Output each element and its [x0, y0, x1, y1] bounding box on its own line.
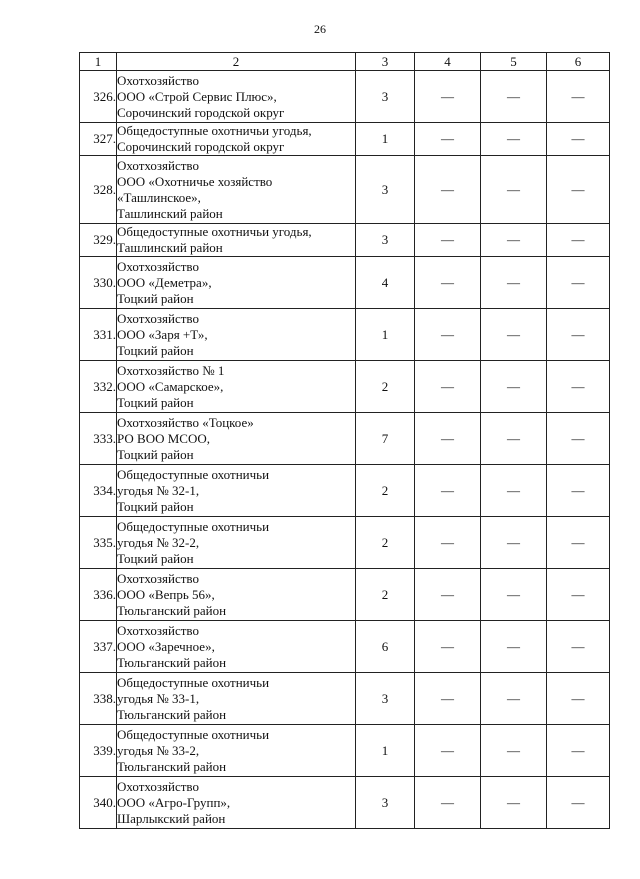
description-line: Шарлыкский район [117, 810, 226, 826]
column-5-value: — [481, 123, 547, 156]
description-line: угодья № 33-2, [117, 742, 200, 758]
row-number: 338. [80, 673, 117, 725]
description-line: угодья № 32-2, [117, 534, 200, 550]
column-4-value: — [415, 71, 481, 123]
description-line: Охотхозяйство [117, 258, 199, 274]
hunting-grounds-table [79, 52, 610, 829]
column-5-value: — [481, 156, 547, 224]
column-6-value: — [547, 309, 610, 361]
column-6-value: — [547, 71, 610, 123]
row-description [117, 361, 356, 413]
table-row [80, 725, 610, 777]
column-3-value: 3 [356, 777, 415, 829]
column-6-value: — [547, 725, 610, 777]
row-description [117, 517, 356, 569]
description-line: Охотхозяйство [117, 778, 199, 794]
table-row [80, 361, 610, 413]
column-5-value: — [481, 777, 547, 829]
description-line: Охотхозяйство № 1 [117, 362, 225, 378]
table-row [80, 413, 610, 465]
column-4-value: — [415, 361, 481, 413]
row-number: 333. [80, 413, 117, 465]
table-row [80, 309, 610, 361]
column-3-value: 3 [356, 156, 415, 224]
row-description [117, 621, 356, 673]
column-5-value: — [481, 71, 547, 123]
column-5-value: — [481, 673, 547, 725]
column-4-value: — [415, 156, 481, 224]
row-description [117, 413, 356, 465]
description-line: Общедоступные охотничьи [117, 726, 270, 742]
column-4-value: — [415, 777, 481, 829]
column-5-value: — [481, 257, 547, 309]
column-5-value: — [481, 569, 547, 621]
description-line: Общедоступные охотничьи [117, 518, 270, 534]
column-4-value: — [415, 224, 481, 257]
page-number: 26 [314, 22, 326, 36]
description-line: Тоцкий район [117, 394, 194, 410]
row-description [117, 465, 356, 517]
column-4-value: — [415, 413, 481, 465]
description-line: Общедоступные охотничьи [117, 466, 270, 482]
table-row [80, 517, 610, 569]
description-line: ООО «Агро-Групп», [117, 794, 231, 810]
table-body [80, 71, 610, 829]
column-header-1: 1 [80, 53, 117, 71]
column-5-value: — [481, 465, 547, 517]
table-header-row [80, 53, 610, 71]
column-6-value: — [547, 621, 610, 673]
row-description [117, 777, 356, 829]
description-line: Ташлинский район [117, 240, 223, 255]
row-description [117, 673, 356, 725]
column-header-4: 4 [415, 53, 481, 71]
description-line: ООО «Вепрь 56», [117, 586, 215, 602]
description-line: ООО «Заря +Т», [117, 326, 208, 342]
description-line: Общедоступные охотничьи угодья, [117, 224, 312, 239]
row-description [117, 725, 356, 777]
column-4-value: — [415, 569, 481, 621]
column-3-value: 4 [356, 257, 415, 309]
row-number: 328. [80, 156, 117, 224]
table-row [80, 777, 610, 829]
row-number: 329. [80, 224, 117, 257]
description-line: Тюльганский район [117, 758, 227, 774]
column-5-value: — [481, 309, 547, 361]
row-description [117, 224, 356, 257]
column-4-value: — [415, 309, 481, 361]
table-row [80, 257, 610, 309]
column-header-2: 2 [117, 53, 356, 71]
description-line: ООО «Заречное», [117, 638, 215, 654]
column-3-value: 2 [356, 361, 415, 413]
description-line: «Ташлинское», [117, 189, 201, 205]
row-description [117, 123, 356, 156]
column-6-value: — [547, 673, 610, 725]
column-3-value: 6 [356, 621, 415, 673]
column-6-value: — [547, 123, 610, 156]
description-line: Тоцкий район [117, 342, 194, 358]
description-line: Тоцкий район [117, 290, 194, 306]
row-description [117, 257, 356, 309]
column-4-value: — [415, 257, 481, 309]
description-line: Тюльганский район [117, 706, 227, 722]
description-line: Охотхозяйство [117, 310, 199, 326]
table-row [80, 224, 610, 257]
row-description [117, 309, 356, 361]
row-number: 334. [80, 465, 117, 517]
description-line: ООО «Деметра», [117, 274, 212, 290]
column-3-value: 3 [356, 224, 415, 257]
column-header-5: 5 [481, 53, 547, 71]
column-6-value: — [547, 517, 610, 569]
column-5-value: — [481, 517, 547, 569]
column-6-value: — [547, 156, 610, 224]
description-line: Охотхозяйство [117, 570, 199, 586]
row-number: 336. [80, 569, 117, 621]
description-line: РО ВОО МСОО, [117, 430, 210, 446]
column-header-3: 3 [356, 53, 415, 71]
row-description [117, 569, 356, 621]
row-number: 340. [80, 777, 117, 829]
column-6-value: — [547, 361, 610, 413]
column-header-6: 6 [547, 53, 610, 71]
table-row [80, 71, 610, 123]
column-3-value: 2 [356, 517, 415, 569]
column-4-value: — [415, 621, 481, 673]
row-number: 330. [80, 257, 117, 309]
column-3-value: 1 [356, 725, 415, 777]
column-6-value: — [547, 257, 610, 309]
description-line: Тюльганский район [117, 602, 227, 618]
row-number: 326. [80, 71, 117, 123]
description-line: Общедоступные охотничьи [117, 674, 270, 690]
table-row [80, 465, 610, 517]
description-line: Охотхозяйство «Тоцкое» [117, 414, 254, 430]
column-3-value: 1 [356, 123, 415, 156]
column-3-value: 3 [356, 673, 415, 725]
description-line: Охотхозяйство [117, 72, 199, 88]
column-6-value: — [547, 413, 610, 465]
table-row [80, 156, 610, 224]
description-line: ООО «Охотничье хозяйство [117, 173, 273, 189]
column-5-value: — [481, 725, 547, 777]
column-6-value: — [547, 224, 610, 257]
description-line: Охотхозяйство [117, 157, 199, 173]
description-line: угодья № 33-1, [117, 690, 200, 706]
description-line: Охотхозяйство [117, 622, 199, 638]
column-5-value: — [481, 621, 547, 673]
column-4-value: — [415, 673, 481, 725]
column-3-value: 7 [356, 413, 415, 465]
table-row [80, 673, 610, 725]
row-number: 339. [80, 725, 117, 777]
description-line: угодья № 32-1, [117, 482, 200, 498]
column-6-value: — [547, 777, 610, 829]
table-row [80, 123, 610, 156]
column-6-value: — [547, 569, 610, 621]
description-line: Сорочинский городской округ [117, 139, 285, 154]
column-4-value: — [415, 123, 481, 156]
column-5-value: — [481, 413, 547, 465]
column-3-value: 1 [356, 309, 415, 361]
description-line: Тюльганский район [117, 654, 227, 670]
description-line: ООО «Строй Сервис Плюс», [117, 88, 277, 104]
description-line: Тоцкий район [117, 550, 194, 566]
column-6-value: — [547, 465, 610, 517]
row-number: 331. [80, 309, 117, 361]
column-3-value: 2 [356, 569, 415, 621]
row-number: 327. [80, 123, 117, 156]
column-5-value: — [481, 361, 547, 413]
row-description [117, 156, 356, 224]
description-line: Общедоступные охотничьи угодья, [117, 123, 312, 138]
row-number: 337. [80, 621, 117, 673]
description-line: Тоцкий район [117, 446, 194, 462]
table-row [80, 621, 610, 673]
description-line: Сорочинский городской округ [117, 104, 285, 120]
table-row [80, 569, 610, 621]
description-line: Тоцкий район [117, 498, 194, 514]
column-3-value: 2 [356, 465, 415, 517]
column-4-value: — [415, 465, 481, 517]
column-3-value: 3 [356, 71, 415, 123]
row-number: 335. [80, 517, 117, 569]
row-description [117, 71, 356, 123]
column-4-value: — [415, 517, 481, 569]
row-number: 332. [80, 361, 117, 413]
column-5-value: — [481, 224, 547, 257]
description-line: Ташлинский район [117, 205, 223, 221]
column-4-value: — [415, 725, 481, 777]
description-line: ООО «Самарское», [117, 378, 224, 394]
